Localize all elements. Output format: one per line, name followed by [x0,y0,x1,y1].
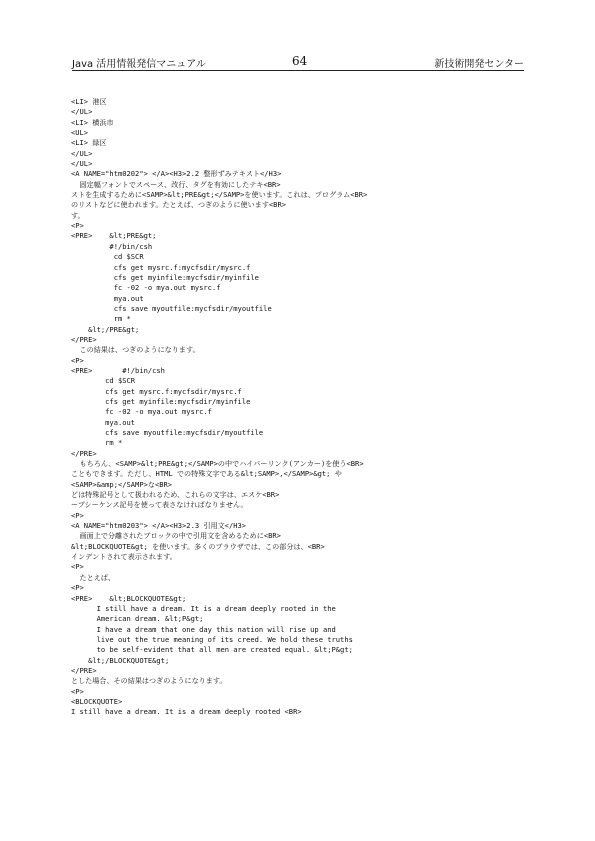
text-line: </PRE> [71,665,97,675]
text-line: <PRE> &lt;BLOCKQUOTE&gt; [71,593,187,603]
text-line: とした場合、その結果はつぎのようになります。 [71,676,227,686]
text-line: mya.out [71,293,144,303]
text-line: <P> [71,355,84,365]
text-line: I still have a dream. It is a dream deeply rooted in the [71,603,336,613]
text-line: rm * [71,438,123,448]
text-line: ストを生成するために<SAMP>&lt;PRE&gt;</SAMP>を使います。これは、プログラム<BR> [71,190,368,200]
text-line: American dream. &lt;P&gt; [71,614,204,624]
text-line: のリストなどに使われます。たとえば、つぎのように使います<BR> [71,200,286,210]
text-line: cfs get mysrc.f:mycfsdir/mysrc.f [71,386,242,396]
text-line: </UL> [71,148,93,158]
text-line: 固定幅フォントでスペース、改行、タグを有効にしたテキ<BR> [71,179,281,189]
text-line: す。 [71,210,85,220]
page-number: 64 [292,54,308,68]
text-line: rm * [71,314,131,324]
text-line: <LI> 港区 [71,97,107,106]
header-organization: 新技術開発センター [434,59,524,70]
text-line: <P> [71,583,84,593]
text-line: </UL> [71,159,93,169]
text-line: 画面上で分離されたブロックの中で引用文を含めるために<BR> [71,531,281,541]
text-line: #!/bin/csh [71,241,153,251]
text-line: たとえば、 [71,572,116,582]
text-line: fc -02 -o mya.out mysrc.f [71,283,221,293]
header-rule [72,70,524,71]
text-line: インデントされて表示されます。 [71,552,177,562]
text-line: <A NAME="htm0202"> </A><H3>2.2 整形ずみテキスト</H3> [71,169,282,179]
text-line: I have a dream that one day this nation will rise up and [71,624,336,634]
text-line: <A NAME="htm0203"> </A><H3>2.3 引用文</H3> [71,521,247,531]
header-manual-title: Java 活用情報発信マニュアル [72,59,206,70]
text-line: cfs get myinfile:mycfsdir/myinfile [71,396,251,406]
text-line: もちろん、<SAMP>&lt;PRE&gt;</SAMP>の中でハイパーリンク(アンカー)を使う<BR> [71,459,364,469]
text-line: <P> [71,686,84,696]
text-line: cfs get mysrc.f:mycfsdir/mysrc.f [71,262,251,272]
text-line: &lt;BLOCKQUOTE&gt; を使います。多くのブラウザでは、この部分は、<BR> [71,541,325,551]
text-line: mya.out [71,417,136,427]
text-line: <UL> [71,128,89,138]
text-line: <PRE> &lt;PRE&gt; [71,231,157,241]
text-line: こともできます。ただし、HTML での特殊文字である&lt;SAMP>,</SAMP>&gt; や [71,469,342,479]
text-line: この結果は、つぎのようになります。 [71,345,200,355]
text-line: <P> [71,562,84,572]
text-line: to be self-evident that all men are created equal. &lt;P&gt; [71,645,353,655]
text-line: cfs save myoutfile:mycfsdir/myoutfile [71,428,264,437]
text-line: </UL> [71,107,93,117]
text-line: cfs save myoutfile:mycfsdir/myoutfile [71,303,272,313]
text-line: &lt;/BLOCKQUOTE&gt; [71,655,170,665]
text-line: </PRE> [71,448,97,458]
document-body [71,97,531,718]
text-line: <P> [71,510,84,520]
text-line: cd $SCR [71,376,136,386]
text-line: <LI> 横浜市 [71,117,114,127]
text-line: <LI> 緑区 [71,138,107,148]
text-line: cd $SCR [71,252,144,262]
text-line: <PRE> #!/bin/csh [71,365,165,375]
text-line: <BLOCKQUOTE> [71,696,123,706]
text-line: &lt;/PRE&gt; [71,324,140,334]
text-line: I still have a dream. It is a dream deeply rooted <BR> [71,707,302,717]
text-line: <SAMP>&amp;</SAMP>な<BR> [71,479,173,489]
text-line: cfs get myinfile:mycfsdir/myinfile [71,272,259,282]
page-header [72,53,524,69]
text-line: </PRE> [71,334,97,344]
text-line: ープシーケンス記号を使って表さなければなりません。 [71,500,248,510]
text-line: <P> [71,221,84,231]
text-line: fc -02 -o mya.out mysrc.f [71,407,212,417]
text-line: どは特殊記号として扱われるため、これらの文字は、エスケ<BR> [71,490,280,500]
text-line: live out the true meaning of its creed. We hold these truths [71,634,353,644]
